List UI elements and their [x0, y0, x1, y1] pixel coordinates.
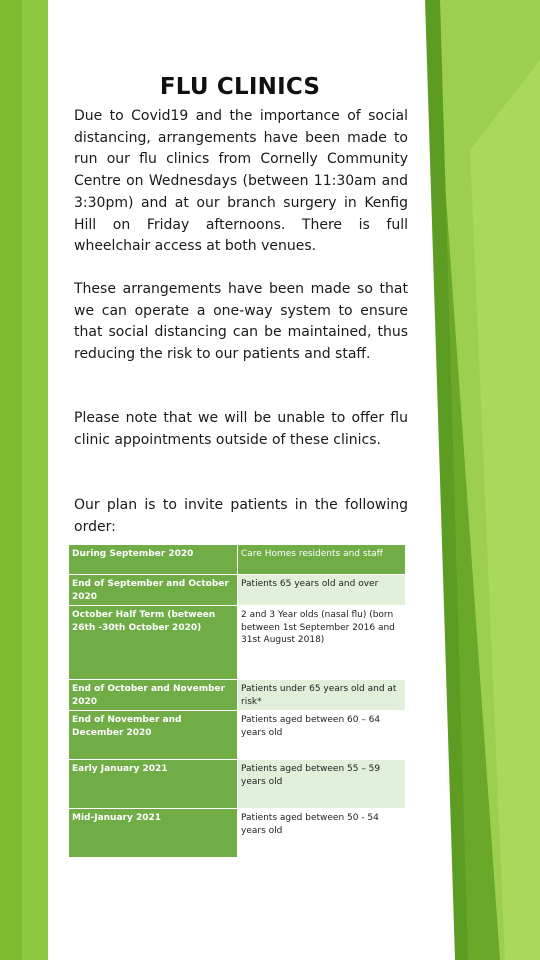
schedule-group-cell: Patients under 65 years old and at risk* — [238, 680, 406, 711]
schedule-period-cell: End of September and October 2020 — [69, 575, 238, 606]
intro-paragraph: Due to Covid19 and the importance of social distancing, arrangements have been made to run our flu clinics from Cornelly Community Centre on Wednesdays (between 11:30am and 3:30pm) and at our branch surgery in Kenfig Hill on Friday afternoons. There is full wheelchair access at both venues. — [74, 108, 408, 255]
schedule-period-cell: During September 2020 — [69, 545, 238, 575]
page-title: FLU CLINICS — [159, 74, 321, 100]
schedule-period-cell: Mid-January 2021 — [69, 809, 238, 858]
left-green-band-shade — [0, 0, 22, 960]
invite-order-paragraph: Our plan is to invite patients in the following order: — [74, 497, 408, 535]
table-row — [69, 809, 406, 858]
appointments-note-paragraph: Please note that we will be unable to offer flu clinic appointments outside of these clinics. — [74, 410, 408, 448]
schedule-group-cell: Patients aged between 60 – 64 years old — [238, 711, 406, 760]
schedule-group-cell: 2 and 3 Year olds (nasal flu) (born between 1st September 2016 and 31st August 2018) — [238, 606, 406, 680]
table-row — [69, 760, 406, 809]
invite-schedule-table — [68, 544, 406, 858]
schedule-period-cell: October Half Term (between 26th -30th October 2020) — [69, 606, 238, 680]
schedule-group-cell: Patients aged between 55 – 59 years old — [238, 760, 406, 809]
schedule-group-cell: Care Homes residents and staff — [238, 545, 406, 575]
table-row — [69, 575, 406, 606]
schedule-period-cell: Early January 2021 — [69, 760, 238, 809]
table-row — [69, 606, 406, 680]
one-way-paragraph: These arrangements have been made so that we can operate a one-way system to ensure that social distancing can be maintained, thus reducing the risk to our patients and staff. — [74, 281, 408, 363]
table-row — [69, 545, 406, 575]
schedule-period-cell: End of November and December 2020 — [69, 711, 238, 760]
schedule-period-cell: End of October and November 2020 — [69, 680, 238, 711]
schedule-group-cell: Patients 65 years old and over — [238, 575, 406, 606]
table-row — [69, 711, 406, 760]
schedule-group-cell: Patients aged between 50 - 54 years old — [238, 809, 406, 858]
table-row — [69, 680, 406, 711]
